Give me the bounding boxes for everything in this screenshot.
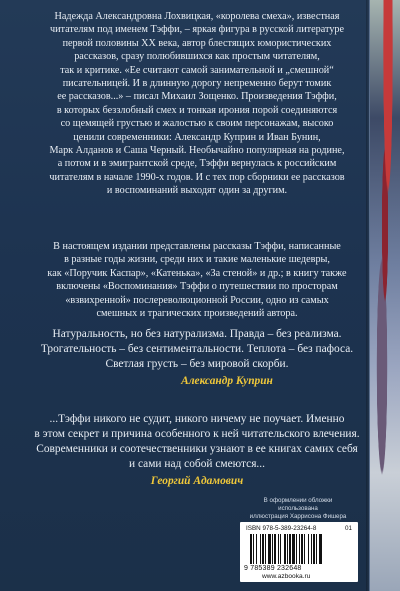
intro-line: читателям под именем Тэффи, – яркая фигура в русской литературе (49, 24, 345, 36)
intro-line: Надежда Александровна Лохвицкая, «королева смеха», известная (54, 11, 340, 22)
intro-line: в которых беззлобный смех и тонкая ирония порой соединяются (56, 104, 338, 116)
barcode-bar (296, 534, 297, 564)
intro-line: первой половины XX века, автор блестящих юмористических (62, 37, 332, 49)
quote-line: Светлая грусть – без мировой скорби. (105, 358, 289, 370)
barcode-bar (262, 534, 264, 564)
adamovich-quote (34, 412, 360, 489)
quote-author: Александр Куприн (181, 375, 273, 387)
barcode-bar (280, 534, 281, 564)
barcode-bar (268, 534, 271, 564)
issue-number: 01 (344, 525, 352, 532)
barcode-bar (250, 534, 252, 564)
quote-author: Георгий Адамович (150, 475, 244, 487)
barcode-bar (272, 534, 273, 564)
publisher-url: www.azbooka.ru (262, 573, 311, 580)
quote-line: Натуральность, но без натурализма. Правда – без реализма. (52, 328, 342, 340)
intro-line: рассказов, сразу полюбившихся как простым читателям, (74, 51, 320, 63)
barcode-bar (287, 534, 288, 564)
intro-line: ее рассказов...» – писал Михаил Зощенко. Произведения Тэффи, (57, 91, 337, 103)
spine-illustration (369, 0, 400, 591)
edition-line: В настоящем издании представлены рассказы Тэффи, написанные (53, 241, 341, 252)
intro-line: писательницей. И в длинную дорогу непременно берут томик (62, 78, 332, 90)
barcode-bar (313, 534, 315, 564)
credit-line: иллюстрация Харрисона Фишера (249, 513, 347, 520)
barcode-bar (260, 534, 261, 564)
edition-paragraph (34, 240, 360, 320)
quote-line: ...Тэффи никого не судит, никого ничему не поучает. Именно (49, 413, 345, 425)
intro-line: Марк Алданов и Саша Черный. Необычайно популярная на родине, (49, 145, 345, 157)
barcode-bar (311, 534, 312, 564)
barcode-block (240, 522, 358, 582)
kuprin-quote (34, 327, 360, 389)
barcode-bar (319, 534, 322, 564)
illustration-credit (243, 497, 353, 521)
barcode-bar (301, 534, 303, 564)
quote-line: Трогательность – без сентиментальности. Теплота – без пафоса. (40, 343, 354, 355)
intro-line: читателям в начале 1990-х годов. И с тех пор сборники ее рассказов (49, 171, 345, 183)
credit-line: В оформлении обложки использована (263, 497, 333, 512)
barcode-bar (253, 534, 254, 564)
edition-line: в разные годы жизни, среди них и такие маленькие шедевры, (64, 254, 330, 266)
intro-line: и воспоминаний выходят один за другим. (106, 185, 288, 197)
quote-line: и сами над собой смеются... (129, 458, 265, 470)
barcode-bar (308, 534, 309, 564)
barcode-bar (292, 534, 295, 564)
barcode-bar (304, 534, 305, 564)
barcode-digits: 9 785389 232648 (244, 565, 302, 572)
intro-paragraph (34, 10, 360, 198)
barcode-bar (284, 534, 286, 564)
edition-line: «взвихренной» послереволюционной России, одно из самых (65, 294, 329, 306)
intro-line: со щемящей грустью и жалостью к своим персонажам, высоко (60, 118, 334, 130)
barcode-bar (289, 534, 291, 564)
intro-line: а потом и в эмигрантской среде, Тэффи вернулась к российским (57, 158, 337, 170)
quote-line: в этом секрет и причина особенного к ней читательского влечения. (34, 428, 360, 440)
edition-line: смешных и трагических произведений автора. (96, 308, 298, 320)
intro-line: так и критике. «Ее считают самой занимательной и „смешной“ (60, 64, 334, 76)
barcode-bar (278, 534, 279, 564)
barcode-bar (316, 534, 317, 564)
barcode-icon (250, 534, 348, 564)
barcode-bar (274, 534, 276, 564)
quote-line: Современники и соотечественники узнают в ее книгах самих себя (36, 443, 358, 455)
barcode-bar (265, 534, 266, 564)
edition-line: как «Поручик Каспар», «Катенька», «За стеной» и др.; в книгу также (47, 267, 347, 279)
edition-line: включены «Воспоминания» Тэффи о путешествии по просторам (56, 281, 338, 293)
isbn-text: ISBN 978-5-389-23264-8 (246, 525, 317, 532)
intro-line: ценили современники: Александр Куприн и Иван Бунин, (73, 131, 321, 143)
barcode-bar (256, 534, 257, 564)
barcode-bar (299, 534, 300, 564)
